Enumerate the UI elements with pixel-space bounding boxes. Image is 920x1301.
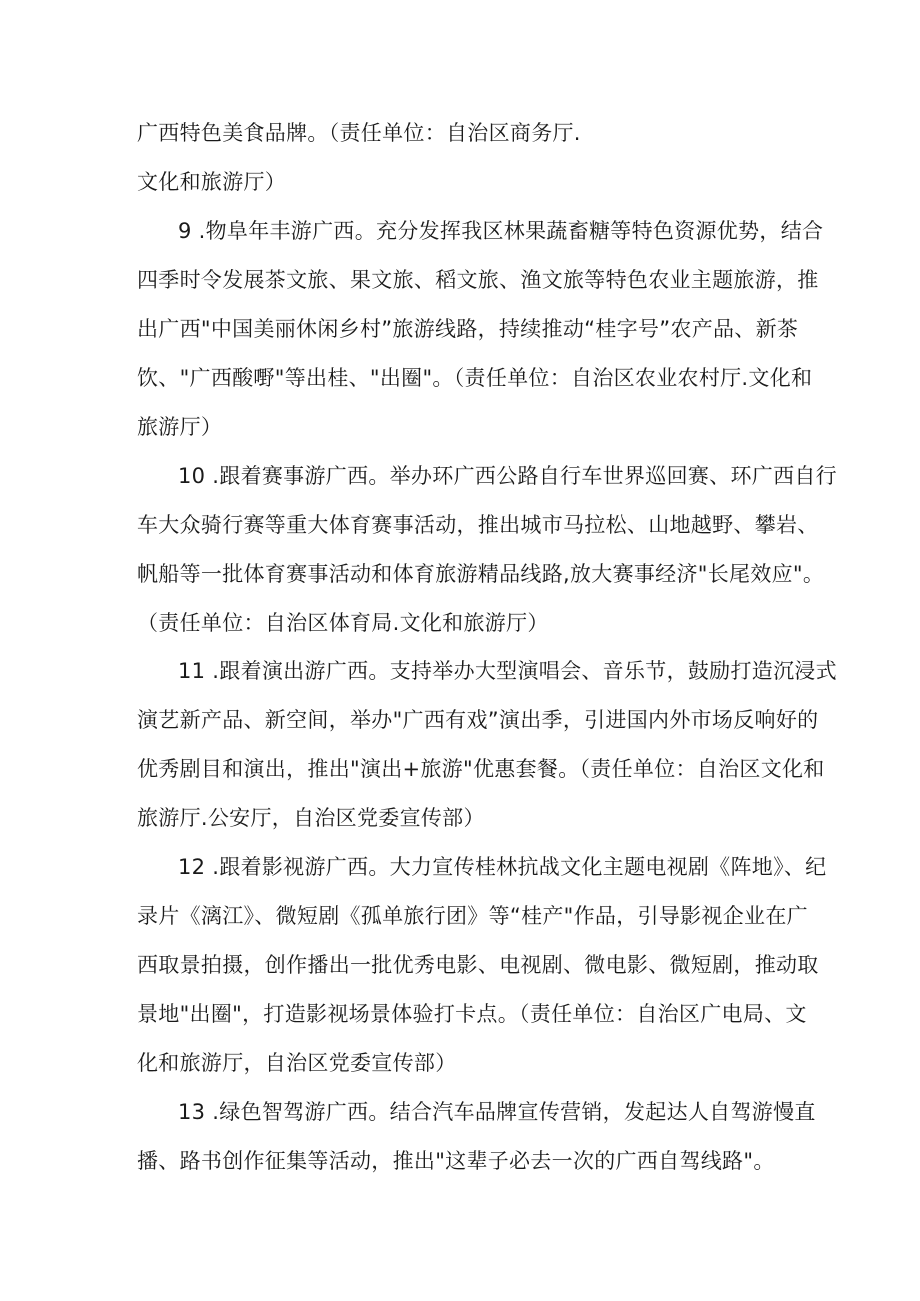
item-11-heading-line: 11 .跟着演出游广西。支持举办大型演唱会、音乐节，鼓励打造沉浸式 [178,659,837,683]
text-line: 广西特色美食品牌。（责任单位：自治区商务厅. [137,121,581,145]
text-line: 四季时令发展茶文旅、果文旅、稻文旅、渔文旅等特色农业主题旅游，推 [137,268,819,292]
item-13-heading-line: 13 .绿色智驾游广西。结合汽车品牌宣传营销，发起达人自驾游慢直 [178,1100,816,1124]
text-line: 文化和旅游厅） [137,170,287,194]
text-line: 西取景拍摄，创作播出一批优秀电影、电视剧、微电影、微短剧，推动取 [137,953,819,977]
text-line: （责任单位：自治区体育局.文化和旅游厅） [137,611,549,635]
text-line: 车大众骑行赛等重大体育赛事活动，推出城市马拉松、山地越野、攀岩、 [137,513,819,537]
text-line: 化和旅游厅，自治区党委宣传部） [137,1051,457,1075]
text-line: 旅游厅） [137,415,223,439]
text-line: 出广西"中国美丽休闲乡村”旅游线路，持续推动“桂字号”农产品、新茶 [137,317,799,341]
item-12-heading-line: 12 .跟着影视游广西。大力宣传桂林抗战文化主题电视剧《阵地》、纪 [178,855,827,879]
text-line: 饮、"广西酸嘢"等出桂、"出圈"。（责任单位：自治区农业农村厅.文化和 [137,366,813,390]
text-line: 帆船等一批体育赛事活动和体育旅游精品线路,放大赛事经济"长尾效应"。 [137,562,825,586]
text-line: 优秀剧目和演出，推出"演出+旅游"优惠套餐。（责任单位：自治区文化和 [137,757,825,781]
text-line: 景地"出圈"，打造影视场景体验打卡点。（责任单位：自治区广电局、文 [137,1002,807,1026]
item-10-heading-line: 10 .跟着赛事游广西。举办环广西公路自行车世界巡回赛、环广西自行 [178,464,837,488]
text-line: 录片《漓江》、微短剧《孤单旅行团》等“桂产"作品，引导影视企业在广 [137,904,808,928]
text-line: 演艺新产品、新空间，举办"广西有戏”演出季，引进国内外市场反响好的 [137,708,819,732]
text-line: 播、路书创作征集等活动，推出"这辈子必去一次的广西自驾线路"。 [137,1149,775,1173]
text-line: 旅游厅.公安厅，自治区党委宣传部） [137,806,485,830]
item-9-heading-line: 9 .物阜年丰游广西。充分发挥我区林果蔬畜糖等特色资源优势，结合 [178,219,824,243]
